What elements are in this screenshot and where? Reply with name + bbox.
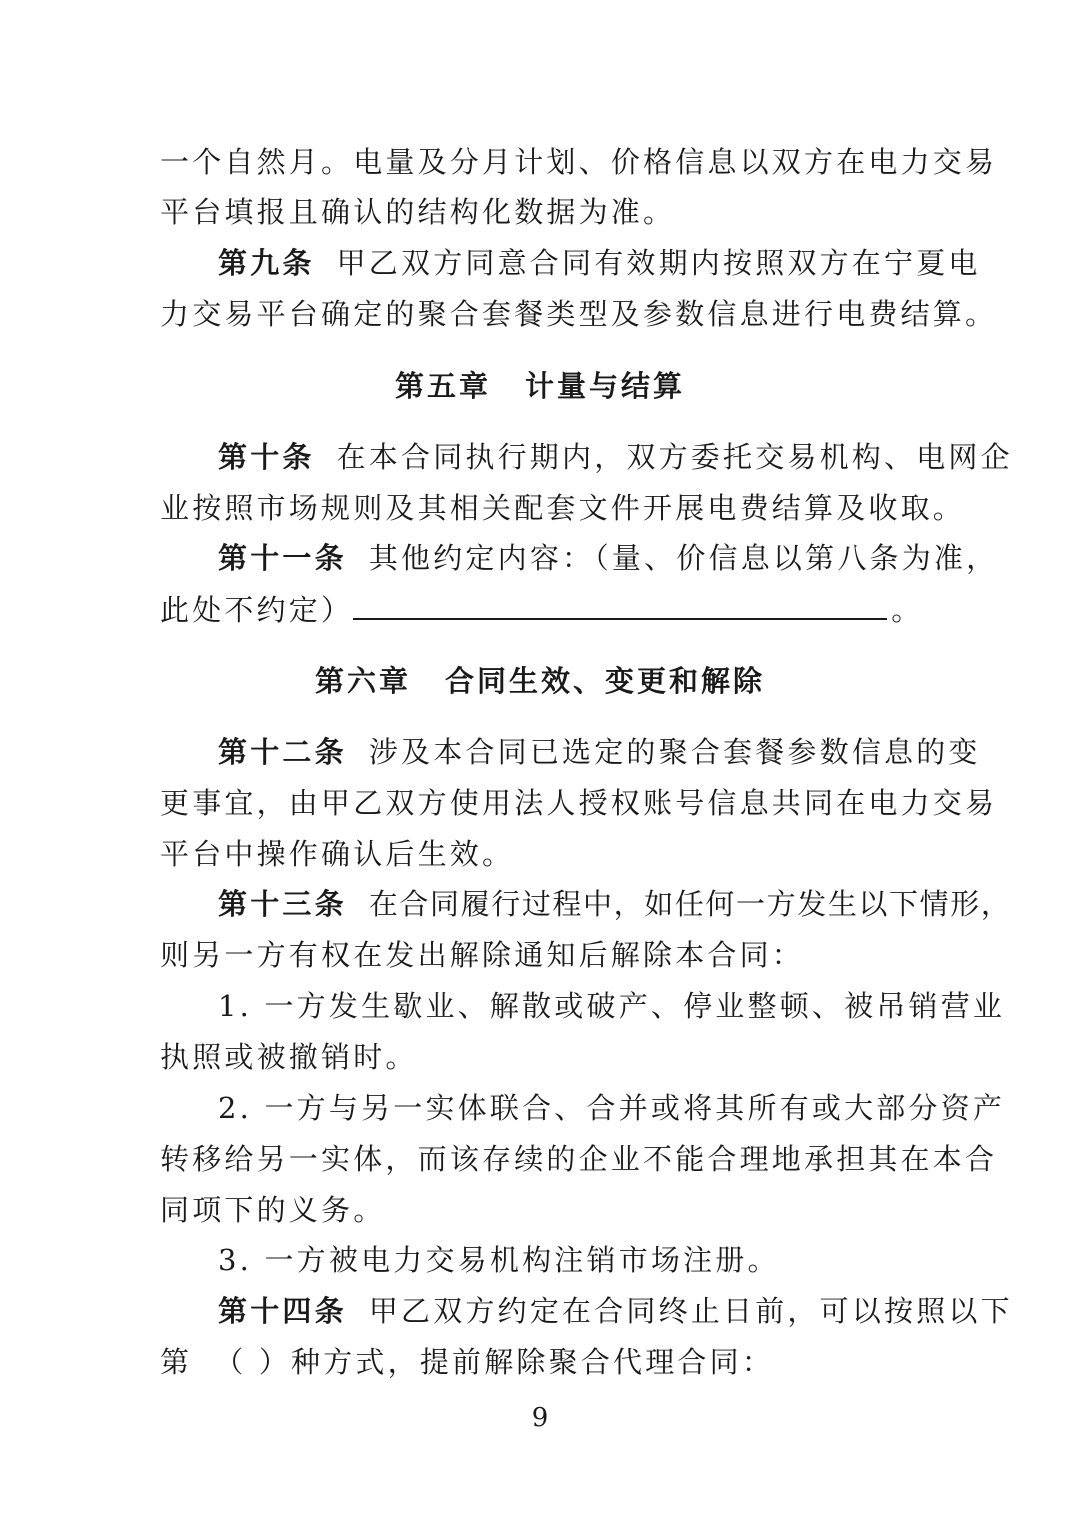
body-line: 转移给另一实体，而该存续的企业不能合理地承担其在本合 xyxy=(160,1142,998,1176)
article-label: 第九条 xyxy=(218,246,315,280)
list-item-2: 2. 一方与另一实体联合、合并或将其所有或大部分资产 xyxy=(218,1091,1006,1125)
period: 。 xyxy=(891,593,924,627)
article-text: 甲乙双方约定在合同终止日前，可以按照以下 xyxy=(368,1294,1013,1328)
body-line: 执照或被撤销时。 xyxy=(160,1040,418,1074)
chapter-heading-5 xyxy=(0,366,1080,406)
chapter-title: 合同生效、变更和解除 xyxy=(445,664,766,698)
body-line: 更事宜，由甲乙双方使用法人授权账号信息共同在电力交易 xyxy=(160,786,998,820)
article-9 xyxy=(218,243,981,283)
chapter-number: 第五章 xyxy=(394,369,491,403)
body-line-with-choice xyxy=(160,1342,940,1382)
article-label: 第十四条 xyxy=(218,1294,347,1328)
article-text: 涉及本合同已选定的聚合套餐参数信息的变 xyxy=(368,735,981,769)
body-text: 此处不约定） xyxy=(160,593,354,627)
article-text: 其他约定内容：（量、价信息以第八条为准， xyxy=(368,541,999,575)
article-label: 第十二条 xyxy=(218,735,347,769)
article-label: 第十一条 xyxy=(218,541,347,575)
body-line: 同项下的义务。 xyxy=(160,1193,386,1227)
article-10 xyxy=(218,437,1013,477)
article-text: 在本合同执行期内，双方委托交易机构、电网企 xyxy=(336,440,1013,474)
chapter-number: 第六章 xyxy=(314,664,411,698)
chapter-heading-6 xyxy=(0,661,1080,701)
article-11 xyxy=(218,538,999,578)
body-line-with-blank xyxy=(160,588,940,628)
article-label: 第十条 xyxy=(218,440,315,474)
article-label: 第十三条 xyxy=(218,887,347,921)
page-number: 9 xyxy=(531,1403,549,1433)
list-item-1: 1. 一方发生歇业、解散或破产、停业整顿、被吊销营业 xyxy=(218,989,1006,1023)
chapter-title: 计量与结算 xyxy=(525,369,686,403)
body-text: 种方式，提前解除聚合代理合同： xyxy=(291,1345,775,1379)
fill-in-blank-line xyxy=(353,588,887,620)
article-text: 甲乙双方同意合同有效期内按照双方在宁夏电 xyxy=(336,246,981,280)
body-line: 力交易平台确定的聚合套餐类型及参数信息进行电费结算。 xyxy=(160,297,998,331)
article-text: 在合同履行过程中，如任何一方发生以下情形， xyxy=(368,887,1012,921)
article-12 xyxy=(218,732,981,772)
body-line: 平台填报且确认的结构化数据为准。 xyxy=(160,195,676,229)
list-item-3: 3. 一方被电力交易机构注销市场注册。 xyxy=(218,1243,780,1277)
body-line: 业按照市场规则及其相关配套文件开展电费结算及收取。 xyxy=(160,491,966,525)
body-line: 一个自然月。电量及分月计划、价格信息以双方在电力交易 xyxy=(160,145,998,179)
body-text: 第 xyxy=(160,1345,193,1379)
body-line: 则另一方有权在发出解除通知后解除本合同： xyxy=(160,938,805,972)
article-13 xyxy=(218,884,1012,924)
article-14 xyxy=(218,1291,1013,1331)
body-line: 平台中操作确认后生效。 xyxy=(160,837,515,871)
choice-parentheses: （ ） xyxy=(214,1345,292,1379)
